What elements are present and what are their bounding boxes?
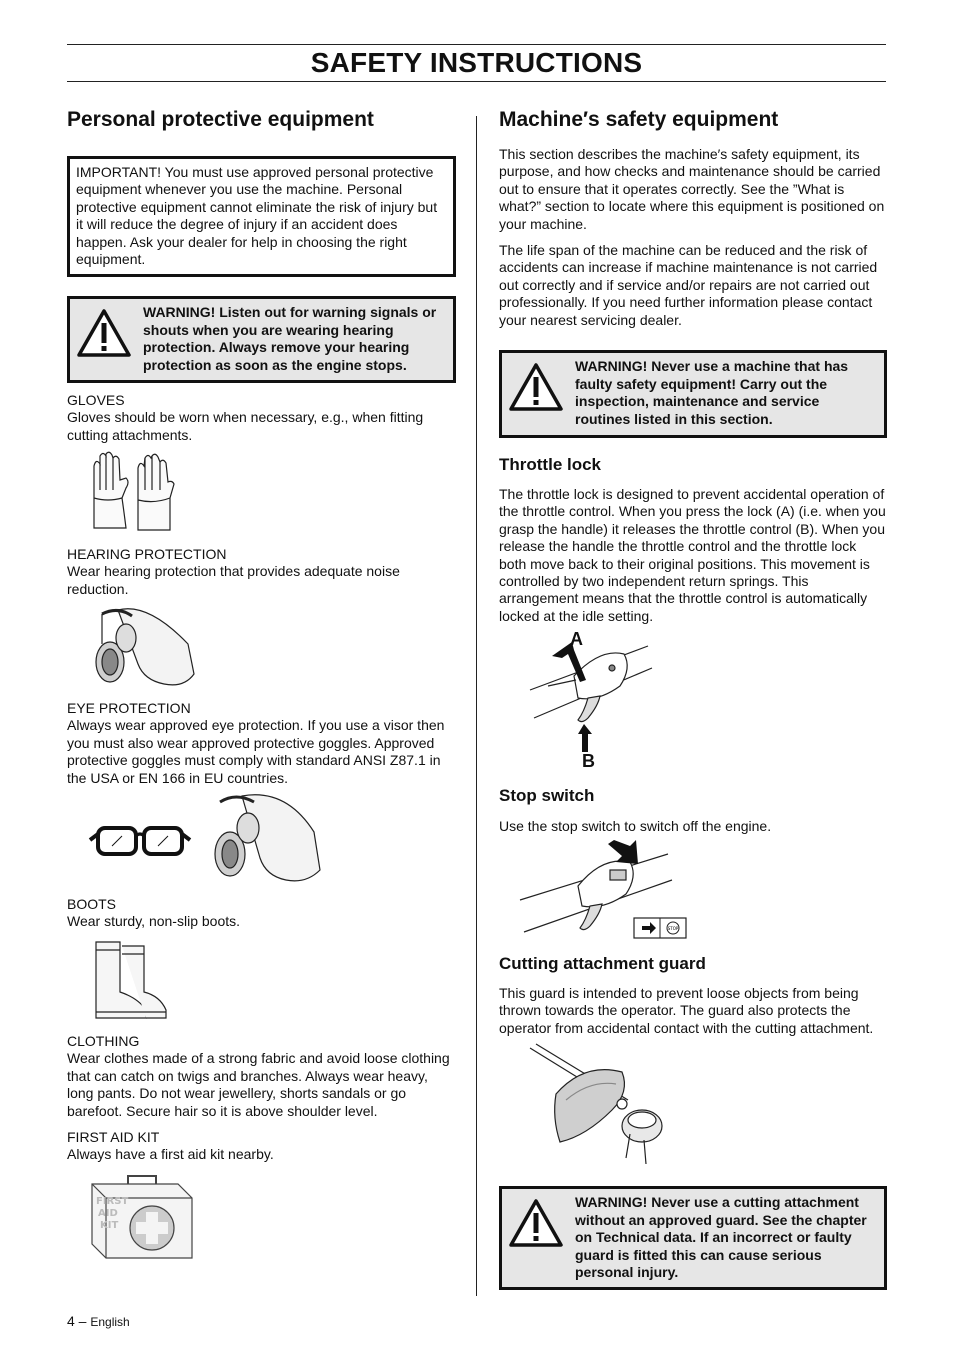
machine-intro-1: This section describes the machine′s safety equipment, its purpose, and how checks and maintenance should be carried out to ensure that it operates correctly. See the ”What is what?” section to locate where this equipment is positioned on your machine. (499, 146, 885, 232)
boots-section (67, 896, 457, 931)
cutting-guard-text: This guard is intended to prevent loose objects from being thrown towards the operator. The guard also protects the operator from accidental contact with the cutting attachment. (499, 985, 874, 1036)
first-aid-title: FIRST AID KIT (67, 1129, 160, 1145)
hearing-warning-text: WARNING! Listen out for warning signals or shouts when you are wearing hearing protection. Always remove your hearing protection as soon as the engine stops. (143, 304, 437, 373)
stop-switch-heading: Stop switch (499, 786, 595, 805)
stop-badge: STOP (667, 926, 679, 931)
gloves-section (67, 392, 457, 444)
first-aid-section (67, 1129, 457, 1164)
stop-switch-icon (518, 840, 690, 940)
guard-warning-box (499, 1186, 887, 1290)
footer-language: English (90, 1315, 130, 1329)
ear-muffs-icon (88, 604, 198, 690)
throttle-lock-heading: Throttle lock (499, 455, 602, 474)
eye-section (67, 700, 457, 787)
gloves-text: Gloves should be worn when necessary, e.g., when fitting cutting attachments. (67, 409, 424, 443)
important-text: IMPORTANT! You must use approved personal protective equipment whenever you use the machine. Personal protective equipment cannot eliminate the risk of injury but it will reduce the degree of injury if an accident does happen. Ask your dealer for help in choosing the right equipment. (76, 164, 438, 268)
faulty-equipment-warning-text: WARNING! Never use a machine that has faulty safety equipment! Carry out the inspection, maintenance and service routines listed in this section. (575, 358, 849, 427)
boots-icon (88, 938, 170, 1024)
machine-intro-2: The life span of the machine can be reduced and the risk of accidents can increase if machine maintenance is not carried out correctly and if service and/or repairs are not carried out professionally. If you need further information please contact your nearest servicing dealer. (499, 242, 878, 328)
clothing-section (67, 1033, 457, 1120)
eye-title: EYE PROTECTION (67, 700, 191, 716)
clothing-text: Wear clothes made of a strong fabric and avoid loose clothing that can catch on twigs and branches. Always wear heavy, long pants. Do not wear jewellery, shorts sandals or go barefoot. Secure hair so it is above shoulder level. (67, 1050, 450, 1119)
stop-arrow (608, 840, 638, 864)
title-rule (67, 81, 886, 82)
arrow-b (578, 724, 592, 752)
first-aid-kit-icon (88, 1172, 196, 1264)
first-aid-text: Always have a first aid kit nearby. (67, 1146, 274, 1163)
top-rule (67, 44, 886, 45)
page-title: SAFETY INSTRUCTIONS (310, 47, 643, 78)
warning-triangle-icon (508, 362, 564, 412)
hearing-warning-box (67, 296, 456, 383)
boots-title: BOOTS (67, 896, 117, 912)
page-footer (67, 1313, 130, 1329)
clothing-title: CLOTHING (67, 1033, 140, 1049)
important-box (67, 156, 456, 277)
column-divider (476, 116, 477, 1296)
warning-triangle-icon (76, 308, 132, 358)
goggles-icon (88, 820, 192, 862)
hearing-title: HEARING PROTECTION (67, 546, 227, 562)
machine-safety-heading: Machine′s safety equipment (499, 108, 779, 131)
hearing-text: Wear hearing protection that provides adequate noise reduction. (67, 563, 400, 597)
warning-triangle-icon (508, 1198, 564, 1248)
first-aid-label-3: KIT (100, 1220, 119, 1231)
ppe-heading: Personal protective equipment (67, 108, 374, 131)
first-aid-label-1: FIRST (96, 1196, 129, 1207)
gloves-title: GLOVES (67, 392, 125, 408)
hearing-section (67, 546, 457, 598)
label-a: A (570, 629, 583, 649)
gloves-icon (88, 450, 178, 536)
guard-warning-text: WARNING! Never use a cutting attachment without an approved guard. See the chapter on Technical data. If an incorrect or faulty guard is fitted this can cause serious personal injury. (575, 1194, 867, 1281)
cutting-guard-heading: Cutting attachment guard (499, 954, 706, 973)
boots-text: Wear sturdy, non-slip boots. (67, 913, 241, 930)
throttle-lock-text: The throttle lock is designed to prevent accidental operation of the throttle control. When you press the lock (A) (i.e. when you grasp the handle) it releases the throttle control (B). When you release the handle the throttle control and the throttle lock both move back to their original positions. This movement is controlled by two independent return springs. This arrangement means that the throttle control is automatically locked at the idle setting. (499, 486, 886, 624)
faulty-equipment-warning-box (499, 350, 887, 438)
stop-switch-text: Use the stop switch to switch off the engine. (499, 818, 772, 834)
page-number: 4 – (67, 1313, 87, 1329)
eye-text: Always wear approved eye protection. If you use a visor then you must also wear approved protective goggles. Approved protective goggles must comply with standard ANSI Z87.1 in the USA or EN 166 in EU countries. (67, 717, 445, 786)
trimmer-guard-icon (526, 1040, 668, 1166)
label-b: B (582, 751, 595, 771)
first-aid-label-2: AID (98, 1208, 118, 1219)
visor-icon (206, 792, 324, 886)
